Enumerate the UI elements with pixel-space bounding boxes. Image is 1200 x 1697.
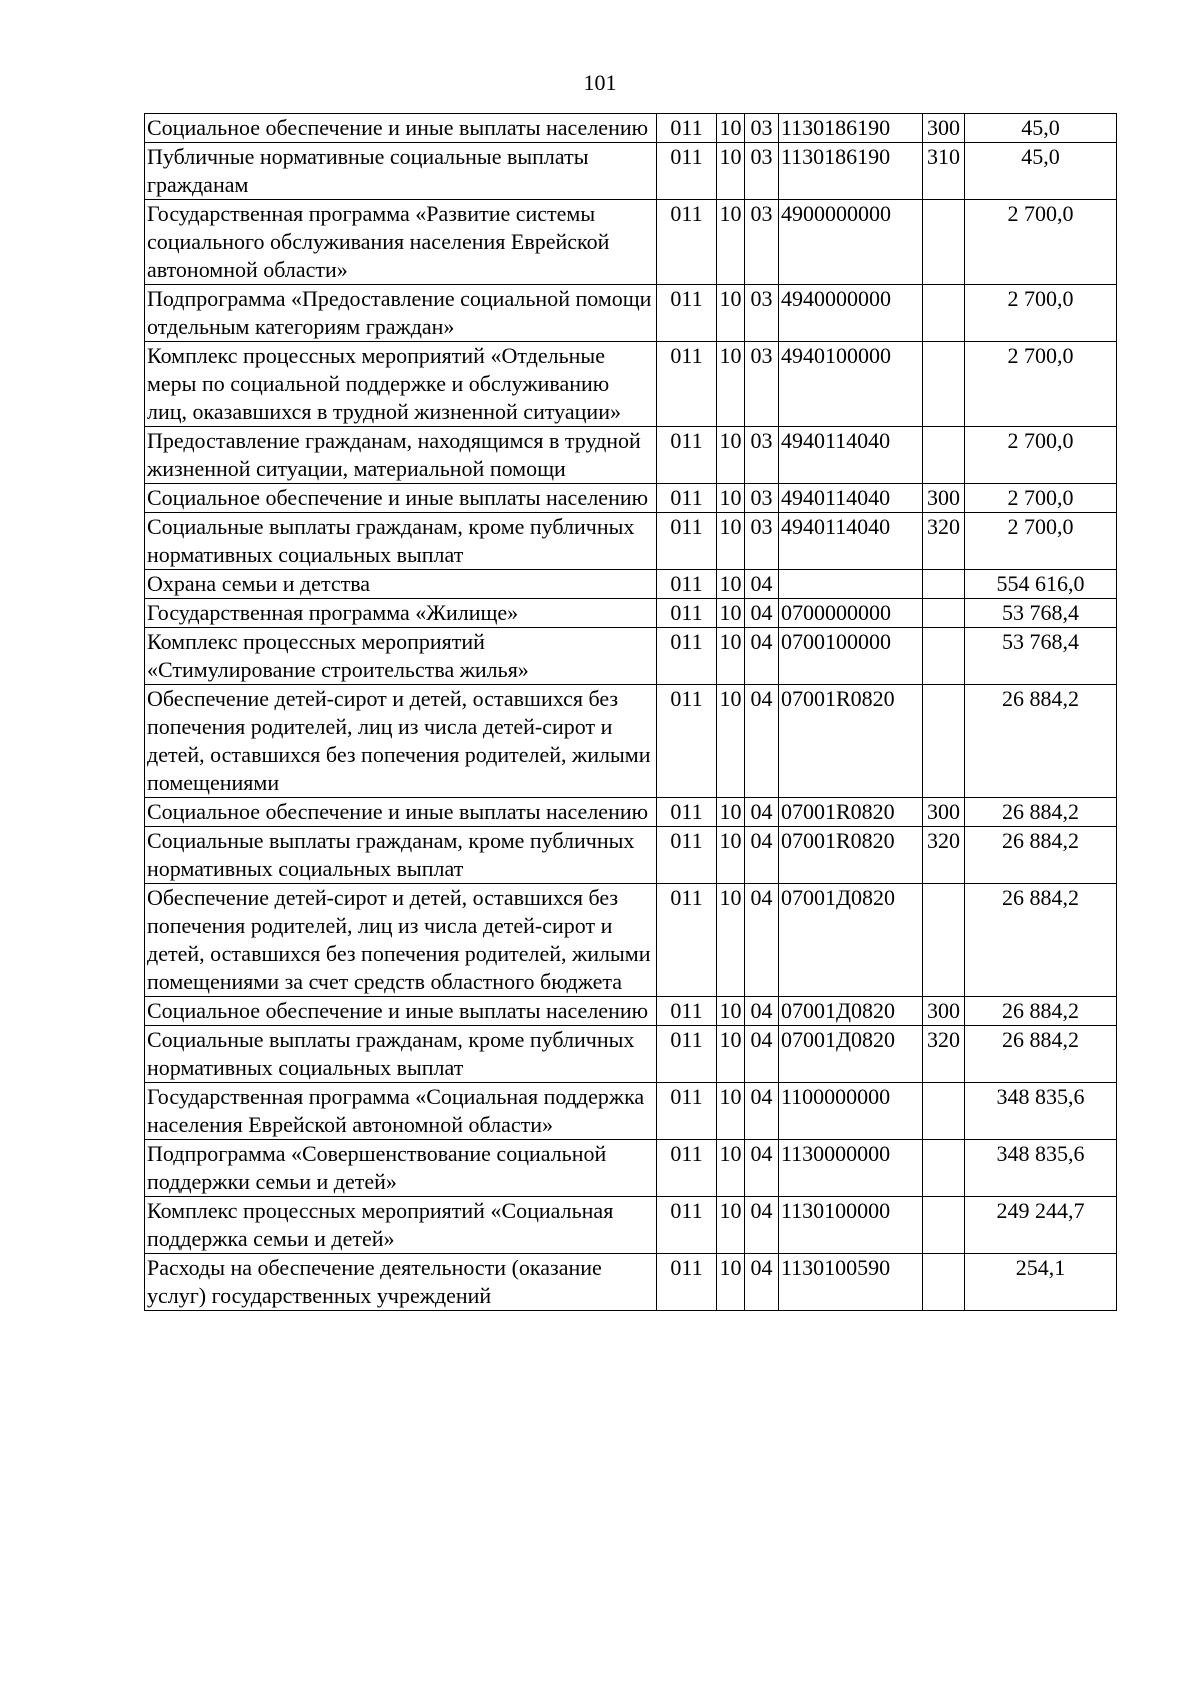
target-article-code-cell: 1130186190 xyxy=(779,114,923,143)
section-code-cell: 10 xyxy=(717,143,745,200)
target-article-code-cell: 07001Д0820 xyxy=(779,884,923,997)
table-row xyxy=(145,1083,1117,1140)
expense-type-code-cell xyxy=(923,1140,965,1197)
expense-type-code-cell xyxy=(923,628,965,685)
section-code-cell: 10 xyxy=(717,599,745,628)
target-article-code-cell: 1130100000 xyxy=(779,1197,923,1254)
table-row xyxy=(145,997,1117,1026)
ministry-code-cell: 011 xyxy=(657,884,717,997)
target-article-code-cell: 0700000000 xyxy=(779,599,923,628)
expense-type-code-cell: 300 xyxy=(923,798,965,827)
target-article-code-cell: 0700100000 xyxy=(779,628,923,685)
section-code-cell: 10 xyxy=(717,1254,745,1311)
expense-type-code-cell: 320 xyxy=(923,1026,965,1083)
table-row xyxy=(145,685,1117,798)
item-name-cell: Социальное обеспечение и иные выплаты населению xyxy=(145,114,657,143)
section-code-cell: 10 xyxy=(717,628,745,685)
table-row xyxy=(145,200,1117,285)
section-code-cell: 10 xyxy=(717,285,745,342)
section-code-cell: 10 xyxy=(717,1197,745,1254)
section-code-cell: 10 xyxy=(717,884,745,997)
amount-cell: 26 884,2 xyxy=(965,685,1117,798)
subsection-code-cell: 03 xyxy=(745,484,779,513)
amount-cell: 26 884,2 xyxy=(965,798,1117,827)
item-name-cell: Расходы на обеспечение деятельности (оказание услуг) государственных учреждений xyxy=(145,1254,657,1311)
expense-type-code-cell xyxy=(923,570,965,599)
ministry-code-cell: 011 xyxy=(657,484,717,513)
subsection-code-cell: 04 xyxy=(745,997,779,1026)
amount-cell: 348 835,6 xyxy=(965,1140,1117,1197)
amount-cell: 26 884,2 xyxy=(965,884,1117,997)
ministry-code-cell: 011 xyxy=(657,114,717,143)
amount-cell: 26 884,2 xyxy=(965,997,1117,1026)
item-name-cell: Государственная программа «Социальная поддержка населения Еврейской автономной области» xyxy=(145,1083,657,1140)
section-code-cell: 10 xyxy=(717,570,745,599)
subsection-code-cell: 04 xyxy=(745,599,779,628)
table-row xyxy=(145,285,1117,342)
item-name-cell: Обеспечение детей-сирот и детей, оставшихся без попечения родителей, лиц из числа детей-сирот и детей, оставшихся без попечения родителей, жилыми помещениями xyxy=(145,685,657,798)
ministry-code-cell: 011 xyxy=(657,599,717,628)
section-code-cell: 10 xyxy=(717,997,745,1026)
item-name-cell: Социальное обеспечение и иные выплаты населению xyxy=(145,484,657,513)
amount-cell: 2 700,0 xyxy=(965,484,1117,513)
table-row xyxy=(145,1254,1117,1311)
table-row xyxy=(145,599,1117,628)
amount-cell: 554 616,0 xyxy=(965,570,1117,599)
subsection-code-cell: 04 xyxy=(745,1140,779,1197)
expense-type-code-cell: 300 xyxy=(923,997,965,1026)
ministry-code-cell: 011 xyxy=(657,1083,717,1140)
subsection-code-cell: 04 xyxy=(745,1083,779,1140)
target-article-code-cell: 4940114040 xyxy=(779,513,923,570)
ministry-code-cell: 011 xyxy=(657,827,717,884)
expense-type-code-cell: 310 xyxy=(923,143,965,200)
amount-cell: 53 768,4 xyxy=(965,599,1117,628)
subsection-code-cell: 04 xyxy=(745,798,779,827)
amount-cell: 2 700,0 xyxy=(965,342,1117,427)
target-article-code-cell: 4940000000 xyxy=(779,285,923,342)
expense-type-code-cell xyxy=(923,685,965,798)
ministry-code-cell: 011 xyxy=(657,685,717,798)
table-row xyxy=(145,513,1117,570)
expense-type-code-cell xyxy=(923,285,965,342)
section-code-cell: 10 xyxy=(717,427,745,484)
target-article-code-cell xyxy=(779,570,923,599)
expense-type-code-cell xyxy=(923,599,965,628)
subsection-code-cell: 03 xyxy=(745,143,779,200)
target-article-code-cell: 1130000000 xyxy=(779,1140,923,1197)
table-row xyxy=(145,884,1117,997)
item-name-cell: Социальные выплаты гражданам, кроме публичных нормативных социальных выплат xyxy=(145,827,657,884)
amount-cell: 2 700,0 xyxy=(965,200,1117,285)
amount-cell: 45,0 xyxy=(965,143,1117,200)
target-article-code-cell: 4940100000 xyxy=(779,342,923,427)
table-row xyxy=(145,1140,1117,1197)
subsection-code-cell: 04 xyxy=(745,827,779,884)
table-row xyxy=(145,570,1117,599)
section-code-cell: 10 xyxy=(717,200,745,285)
amount-cell: 254,1 xyxy=(965,1254,1117,1311)
section-code-cell: 10 xyxy=(717,513,745,570)
expense-type-code-cell xyxy=(923,884,965,997)
budget-table xyxy=(144,113,1117,1311)
amount-cell: 53 768,4 xyxy=(965,628,1117,685)
ministry-code-cell: 011 xyxy=(657,628,717,685)
amount-cell: 2 700,0 xyxy=(965,513,1117,570)
expense-type-code-cell xyxy=(923,200,965,285)
expense-type-code-cell xyxy=(923,342,965,427)
subsection-code-cell: 03 xyxy=(745,114,779,143)
target-article-code-cell: 07001R0820 xyxy=(779,798,923,827)
item-name-cell: Государственная программа «Жилище» xyxy=(145,599,657,628)
expense-type-code-cell: 300 xyxy=(923,484,965,513)
subsection-code-cell: 04 xyxy=(745,685,779,798)
item-name-cell: Социальные выплаты гражданам, кроме публичных нормативных социальных выплат xyxy=(145,513,657,570)
amount-cell: 2 700,0 xyxy=(965,285,1117,342)
subsection-code-cell: 04 xyxy=(745,570,779,599)
amount-cell: 2 700,0 xyxy=(965,427,1117,484)
item-name-cell: Социальные выплаты гражданам, кроме публичных нормативных социальных выплат xyxy=(145,1026,657,1083)
amount-cell: 348 835,6 xyxy=(965,1083,1117,1140)
target-article-code-cell: 4900000000 xyxy=(779,200,923,285)
item-name-cell: Социальное обеспечение и иные выплаты населению xyxy=(145,997,657,1026)
ministry-code-cell: 011 xyxy=(657,1197,717,1254)
target-article-code-cell: 1100000000 xyxy=(779,1083,923,1140)
subsection-code-cell: 03 xyxy=(745,513,779,570)
amount-cell: 26 884,2 xyxy=(965,827,1117,884)
ministry-code-cell: 011 xyxy=(657,1140,717,1197)
item-name-cell: Предоставление гражданам, находящимся в трудной жизненной ситуации, материальной помощи xyxy=(145,427,657,484)
subsection-code-cell: 04 xyxy=(745,1254,779,1311)
ministry-code-cell: 011 xyxy=(657,798,717,827)
amount-cell: 26 884,2 xyxy=(965,1026,1117,1083)
section-code-cell: 10 xyxy=(717,114,745,143)
section-code-cell: 10 xyxy=(717,827,745,884)
item-name-cell: Подпрограмма «Предоставление социальной помощи отдельным категориям граждан» xyxy=(145,285,657,342)
target-article-code-cell: 4940114040 xyxy=(779,427,923,484)
target-article-code-cell: 07001R0820 xyxy=(779,685,923,798)
expense-type-code-cell xyxy=(923,1197,965,1254)
target-article-code-cell: 1130186190 xyxy=(779,143,923,200)
subsection-code-cell: 04 xyxy=(745,1197,779,1254)
item-name-cell: Подпрограмма «Совершенствование социальной поддержки семьи и детей» xyxy=(145,1140,657,1197)
subsection-code-cell: 03 xyxy=(745,427,779,484)
item-name-cell: Публичные нормативные социальные выплаты гражданам xyxy=(145,143,657,200)
ministry-code-cell: 011 xyxy=(657,342,717,427)
target-article-code-cell: 07001Д0820 xyxy=(779,997,923,1026)
item-name-cell: Комплекс процессных мероприятий «Социальная поддержка семьи и детей» xyxy=(145,1197,657,1254)
table-row xyxy=(145,1026,1117,1083)
table-row xyxy=(145,484,1117,513)
target-article-code-cell: 07001R0820 xyxy=(779,827,923,884)
item-name-cell: Охрана семьи и детства xyxy=(145,570,657,599)
subsection-code-cell: 03 xyxy=(745,285,779,342)
expense-type-code-cell xyxy=(923,1083,965,1140)
section-code-cell: 10 xyxy=(717,342,745,427)
ministry-code-cell: 011 xyxy=(657,200,717,285)
expense-type-code-cell: 320 xyxy=(923,513,965,570)
ministry-code-cell: 011 xyxy=(657,997,717,1026)
subsection-code-cell: 03 xyxy=(745,200,779,285)
ministry-code-cell: 011 xyxy=(657,513,717,570)
budget-table-body xyxy=(145,114,1117,1311)
item-name-cell: Комплекс процессных мероприятий «Стимулирование строительства жилья» xyxy=(145,628,657,685)
section-code-cell: 10 xyxy=(717,798,745,827)
subsection-code-cell: 04 xyxy=(745,884,779,997)
section-code-cell: 10 xyxy=(717,685,745,798)
ministry-code-cell: 011 xyxy=(657,143,717,200)
subsection-code-cell: 04 xyxy=(745,628,779,685)
expense-type-code-cell xyxy=(923,1254,965,1311)
ministry-code-cell: 011 xyxy=(657,1026,717,1083)
ministry-code-cell: 011 xyxy=(657,570,717,599)
amount-cell: 45,0 xyxy=(965,114,1117,143)
ministry-code-cell: 011 xyxy=(657,427,717,484)
table-row xyxy=(145,342,1117,427)
target-article-code-cell: 1130100590 xyxy=(779,1254,923,1311)
item-name-cell: Комплекс процессных мероприятий «Отдельные меры по социальной поддержке и обслуживанию лиц, оказавшихся в трудной жизненной ситуации» xyxy=(145,342,657,427)
table-row xyxy=(145,427,1117,484)
expense-type-code-cell: 320 xyxy=(923,827,965,884)
table-row xyxy=(145,628,1117,685)
table-row xyxy=(145,827,1117,884)
target-article-code-cell: 4940114040 xyxy=(779,484,923,513)
page-number: 101 xyxy=(583,70,617,95)
section-code-cell: 10 xyxy=(717,1026,745,1083)
target-article-code-cell: 07001Д0820 xyxy=(779,1026,923,1083)
ministry-code-cell: 011 xyxy=(657,285,717,342)
item-name-cell: Государственная программа «Развитие системы социального обслуживания населения Еврейской автономной области» xyxy=(145,200,657,285)
section-code-cell: 10 xyxy=(717,1083,745,1140)
subsection-code-cell: 03 xyxy=(745,342,779,427)
item-name-cell: Социальное обеспечение и иные выплаты населению xyxy=(145,798,657,827)
table-row xyxy=(145,1197,1117,1254)
subsection-code-cell: 04 xyxy=(745,1026,779,1083)
section-code-cell: 10 xyxy=(717,484,745,513)
table-row xyxy=(145,143,1117,200)
expense-type-code-cell xyxy=(923,427,965,484)
section-code-cell: 10 xyxy=(717,1140,745,1197)
table-row xyxy=(145,114,1117,143)
item-name-cell: Обеспечение детей-сирот и детей, оставшихся без попечения родителей, лиц из числа детей-сирот и детей, оставшихся без попечения родителей, жилыми помещениями за счет средств областного бюджета xyxy=(145,884,657,997)
ministry-code-cell: 011 xyxy=(657,1254,717,1311)
amount-cell: 249 244,7 xyxy=(965,1197,1117,1254)
expense-type-code-cell: 300 xyxy=(923,114,965,143)
table-row xyxy=(145,798,1117,827)
